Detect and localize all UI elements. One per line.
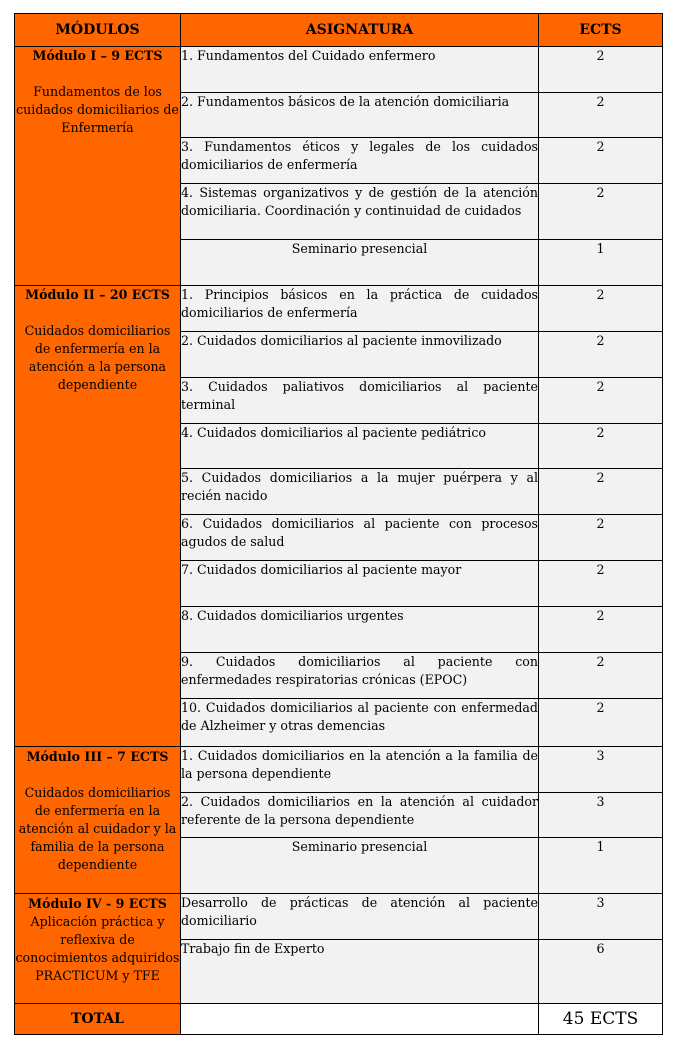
- subject-cell: 3. Cuidados paliativos domiciliarios al paciente terminal: [181, 378, 539, 424]
- ects-cell: 2: [539, 286, 663, 332]
- ects-cell: 2: [539, 699, 663, 747]
- subject-cell: 7. Cuidados domiciliarios al paciente mayor: [181, 561, 539, 607]
- table-row: [15, 47, 663, 93]
- header-row: [15, 14, 663, 47]
- subject-cell: 4. Cuidados domiciliarios al paciente pediátrico: [181, 424, 539, 469]
- subject-cell: 9. Cuidados domiciliarios al paciente con enfermedades respiratorias crónicas (EPOC): [181, 653, 539, 699]
- ects-cell: 2: [539, 184, 663, 240]
- total-value: 45 ECTS: [539, 1004, 663, 1035]
- module-description: Fundamentos de los cuidados domiciliarios de Enfermería: [16, 84, 179, 135]
- header-ects: ECTS: [539, 14, 663, 47]
- module-3-cell: [15, 747, 181, 894]
- ects-cell: 2: [539, 93, 663, 138]
- ects-cell: 2: [539, 378, 663, 424]
- subject-cell: 4. Sistemas organizativos y de gestión de la atención domiciliaria. Coordinación y continuidad de cuidados: [181, 184, 539, 240]
- ects-cell: 2: [539, 47, 663, 93]
- subject-cell: 1. Principios básicos en la práctica de cuidados domiciliarios de enfermería: [181, 286, 539, 332]
- subject-cell: 8. Cuidados domiciliarios urgentes: [181, 607, 539, 653]
- ects-cell: 2: [539, 607, 663, 653]
- total-label: TOTAL: [15, 1004, 181, 1035]
- subject-cell: 2. Cuidados domiciliarios al paciente inmovilizado: [181, 332, 539, 378]
- subject-cell: 2. Cuidados domiciliarios en la atención al cuidador referente de la persona dependiente: [181, 793, 539, 838]
- total-empty-cell: [181, 1004, 539, 1035]
- subject-cell: 1. Cuidados domiciliarios en la atención a la familia de la persona dependiente: [181, 747, 539, 793]
- module-description: Cuidados domiciliarios de enfermería en la atención a la persona dependiente: [24, 323, 171, 392]
- ects-cell: 2: [539, 653, 663, 699]
- subject-cell: 2. Fundamentos básicos de la atención domiciliaria: [181, 93, 539, 138]
- ects-cell: 2: [539, 515, 663, 561]
- ects-cell: 2: [539, 332, 663, 378]
- subject-cell: 10. Cuidados domiciliarios al paciente con enfermedad de Alzheimer y otras demencias: [181, 699, 539, 747]
- subject-cell: Seminario presencial: [181, 240, 539, 286]
- total-row: [15, 1004, 663, 1035]
- subject-cell: 5. Cuidados domiciliarios a la mujer puérpera y al recién nacido: [181, 469, 539, 515]
- module-title: Módulo II – 20 ECTS: [25, 287, 170, 302]
- subject-cell: Seminario presencial: [181, 838, 539, 894]
- subject-cell: 1. Fundamentos del Cuidado enfermero: [181, 47, 539, 93]
- module-description: Cuidados domiciliarios de enfermería en la atención al cuidador y la familia de la persona dependiente: [18, 785, 177, 872]
- study-plan-table: [14, 13, 663, 1035]
- module-title: Módulo III – 7 ECTS: [26, 749, 169, 764]
- table-row: [15, 286, 663, 332]
- module-title: Módulo IV - 9 ECTS: [28, 896, 167, 911]
- ects-cell: 2: [539, 138, 663, 184]
- subject-cell: 6. Cuidados domiciliarios al paciente con procesos agudos de salud: [181, 515, 539, 561]
- table-row: [15, 894, 663, 940]
- header-modules: MÓDULOS: [15, 14, 181, 47]
- subject-cell: Trabajo fin de Experto: [181, 940, 539, 1004]
- subject-cell: Desarrollo de prácticas de atención al paciente domiciliario: [181, 894, 539, 940]
- header-subject: ASIGNATURA: [181, 14, 539, 47]
- ects-cell: 3: [539, 793, 663, 838]
- module-2-cell: [15, 286, 181, 747]
- module-4-cell: [15, 894, 181, 1004]
- module-title: Módulo I – 9 ECTS: [32, 48, 163, 63]
- module-description: Aplicación práctica y reflexiva de conocimientos adquiridos PRACTICUM y TFE: [15, 914, 180, 983]
- table-row: [15, 747, 663, 793]
- ects-cell: 6: [539, 940, 663, 1004]
- ects-cell: 1: [539, 838, 663, 894]
- ects-cell: 2: [539, 561, 663, 607]
- ects-cell: 3: [539, 747, 663, 793]
- ects-cell: 2: [539, 424, 663, 469]
- subject-cell: 3. Fundamentos éticos y legales de los cuidados domiciliarios de enfermería: [181, 138, 539, 184]
- ects-cell: 3: [539, 894, 663, 940]
- ects-cell: 2: [539, 469, 663, 515]
- module-1-cell: [15, 47, 181, 286]
- ects-cell: 1: [539, 240, 663, 286]
